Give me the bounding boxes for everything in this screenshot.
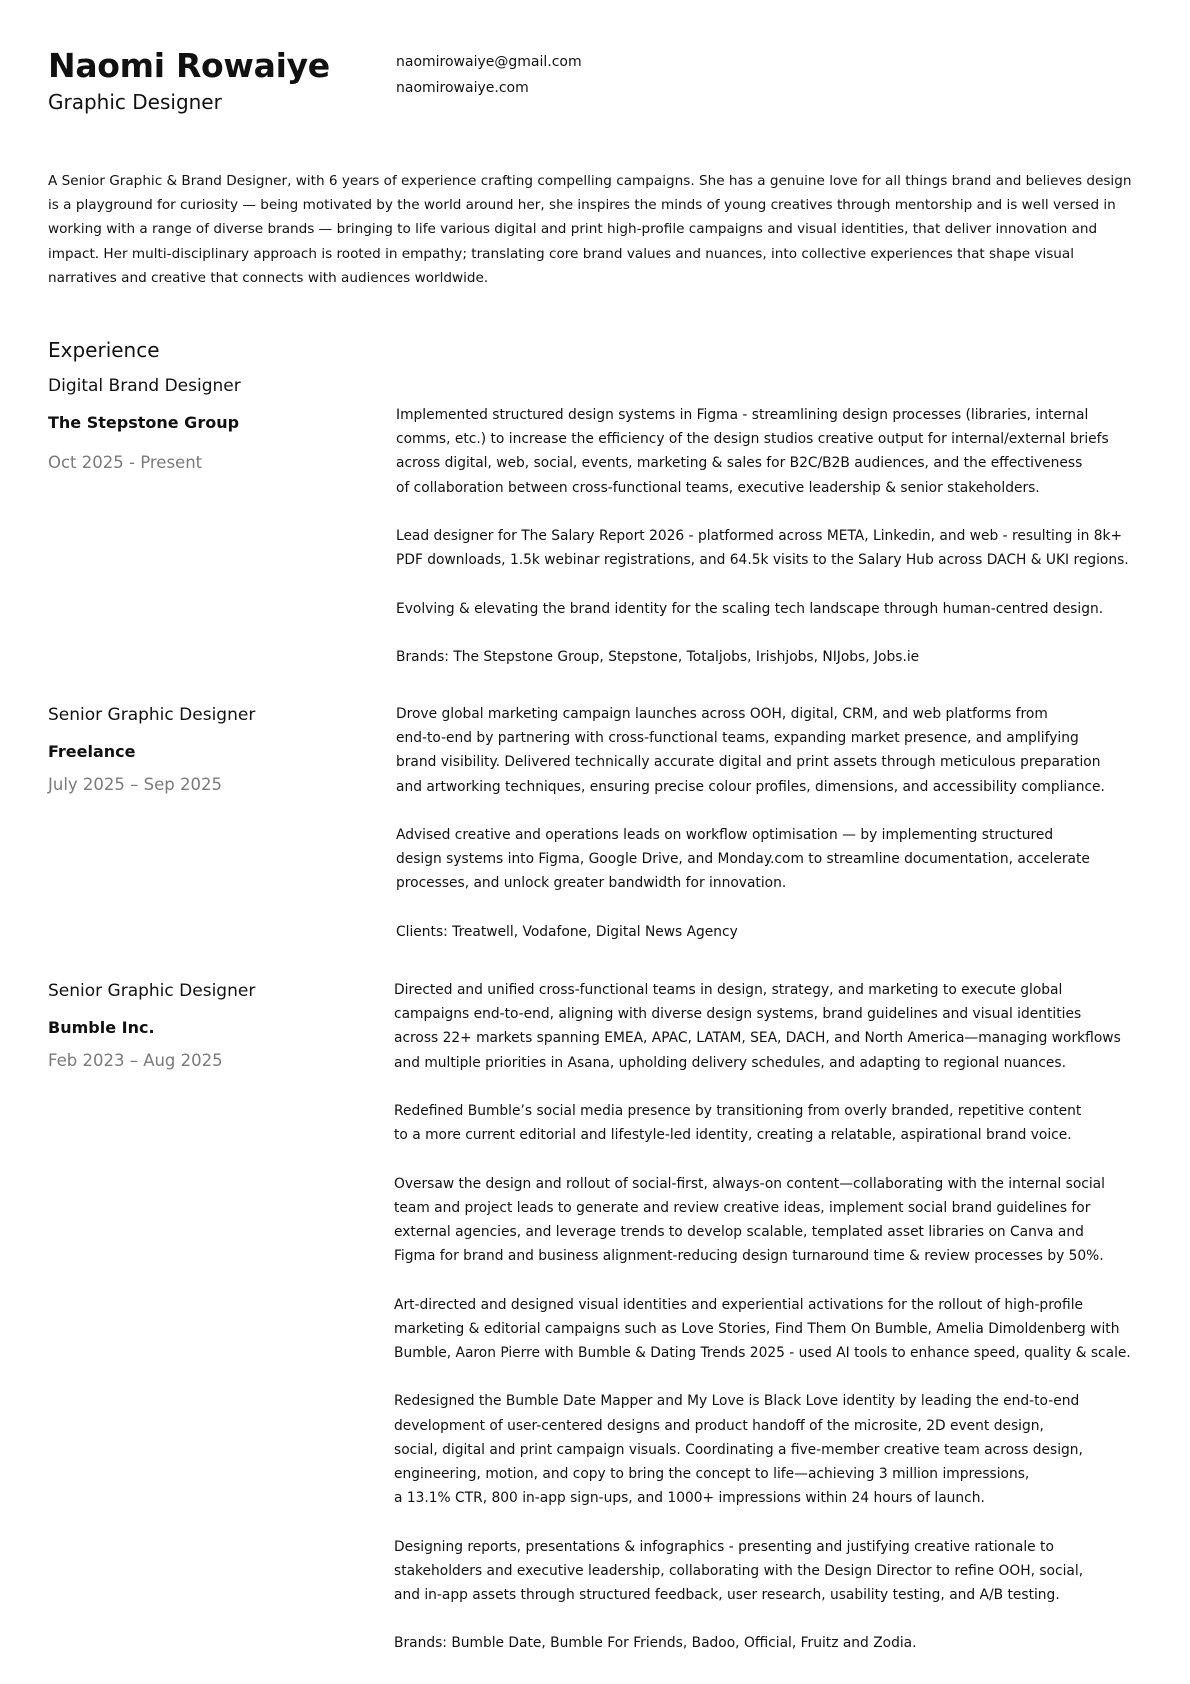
job-title: Digital Brand Designer: [48, 376, 241, 396]
job-company: The Stepstone Group: [48, 413, 240, 432]
job-bullet: Art-directed and designed visual identities and experiential activations for the rollout of high-profile marketing & editorial campaigns such as Love Stories, Find Them On Bumble, Amelia Dimoldenberg with Bumble, Aaron Pierre with Bumble & Dating Trends 2025 - used AI tools to enhance speed, quality & scale.: [394, 1296, 1131, 1361]
website-link[interactable]: naomirowaiye.com: [396, 80, 529, 96]
job-bullet: Clients: Treatwell, Vodafone, Digital News Agency: [396, 923, 738, 940]
job-bullet: Brands: The Stepstone Group, Stepstone, Totaljobs, Irishjobs, NIJobs, Jobs.ie: [396, 648, 920, 665]
job-dates: Feb 2023 – Aug 2025: [48, 1051, 223, 1070]
job-description: [396, 702, 1141, 944]
contact-block: [396, 49, 582, 101]
job-bullet: Redesigned the Bumble Date Mapper and My Love is Black Love identity by leading the end-to-end development of user-centered designs and product handoff of the microsite, 2D event design, social, digital and print campaign visuals. Coordinating a five-member creative team across design, engineering, motion, and copy to bring the concept to life—achieving 3 million impressions, a 13.1% CTR, 800 in-app sign-ups, and 1000+ impressions within 24 hours of launch.: [394, 1393, 1083, 1507]
job-bullet: Designing reports, presentations & infographics - presenting and justifying creative rationale to stakeholders and executive leadership, collaborating with the Design Director to refine OOH, social, and in-app assets through structured feedback, user research, usability testing, and A/B testing.: [394, 1538, 1084, 1603]
job-description: [396, 403, 1141, 669]
job-title: Senior Graphic Designer: [48, 981, 256, 1001]
job-bullet: Lead designer for The Salary Report 2026 - platformed across META, Linkedin, and web - resulting in 8k+ PDF downloads, 1.5k webinar registrations, and 64.5k visits to the Salary Hub across DACH & UKI regions.: [396, 528, 1129, 569]
job-bullet: Brands: Bumble Date, Bumble For Friends, Badoo, Official, Fruitz and Zodia.: [394, 1635, 917, 1652]
job-bullet: Implemented structured design systems in Figma - streamlining design processes (libraries, internal comms, etc.) to increase the efficiency of the design studios creative output for internal/external briefs across digital, web, social, events, marketing & sales for B2C/B2B audiences, and the effectiveness of collaboration between cross-functional teams, executive leadership & senior stakeholders.: [396, 407, 1109, 496]
job-bullet: Directed and unified cross-functional teams in design, strategy, and marketing to execute global campaigns end-to-end, aligning with diverse design systems, brand guidelines and visual identities across 22+ markets spanning EMEA, APAC, LATAM, SEA, DACH, and North America—managing workflows and multiple priorities in Asana, upholding delivery schedules, and adapting to regional nuances.: [394, 982, 1121, 1071]
candidate-role: Graphic Designer: [48, 90, 222, 114]
job-bullet: Redefined Bumble’s social media presence by transitioning from overly branded, repetitive content to a more current editorial and lifestyle-led identity, creating a relatable, aspirational brand voice.: [394, 1103, 1082, 1144]
job-dates: Oct 2025 - Present: [48, 453, 203, 472]
experience-heading: Experience: [48, 338, 160, 362]
job-bullet: Advised creative and operations leads on workflow optimisation — by implementing structured design systems into Figma, Google Drive, and Monday.com to streamline documentation, accelerate processes, and unlock greater bandwidth for innovation.: [396, 827, 1090, 892]
job-bullet: Oversaw the design and rollout of social-first, always-on content—collaborating with the internal social team and project leads to generate and review creative ideas, implement social brand guidelines for external agencies, and leverage trends to develop scalable, templated asset libraries on Canva and Figma for brand and business alignment-reducing design turnaround time & review processes by 50%.: [394, 1175, 1105, 1265]
job-description: [394, 978, 1139, 1656]
job-bullet: Evolving & elevating the brand identity for the scaling tech landscape through human-centred design.: [396, 600, 1104, 617]
job-title: Senior Graphic Designer: [48, 705, 256, 725]
candidate-name: Naomi Rowaiye: [48, 46, 330, 85]
email-link[interactable]: naomirowaiye@gmail.com: [396, 54, 582, 70]
job-bullet: Drove global marketing campaign launches across OOH, digital, CRM, and web platforms from end-to-end by partnering with cross-functional teams, expanding market presence, and amplifying brand visibility. Delivered technically accurate digital and print assets through meticulous preparation and artworking techniques, ensuring precise colour profiles, dimensions, and accessibility compliance.: [396, 706, 1105, 795]
profile-summary: A Senior Graphic & Brand Designer, with 6 years of experience crafting compelling campaigns. She has a genuine love for all things brand and believes design is a playground for curiosity — being motivated by the world around her, she inspires the minds of young creatives through mentorship and is well versed in working with a range of diverse brands — bringing to life various digital and print high-profile campaigns and visual identities, that deliver innovation and impact. Her multi-disciplinary approach is rooted in empathy; translating core brand values and nuances, into collective experiences that shape visual narratives and creative that connects with audiences worldwide.: [48, 173, 1132, 286]
job-company: Freelance: [48, 742, 136, 761]
job-company: Bumble Inc.: [48, 1018, 155, 1037]
job-dates: July 2025 – Sep 2025: [48, 775, 222, 794]
